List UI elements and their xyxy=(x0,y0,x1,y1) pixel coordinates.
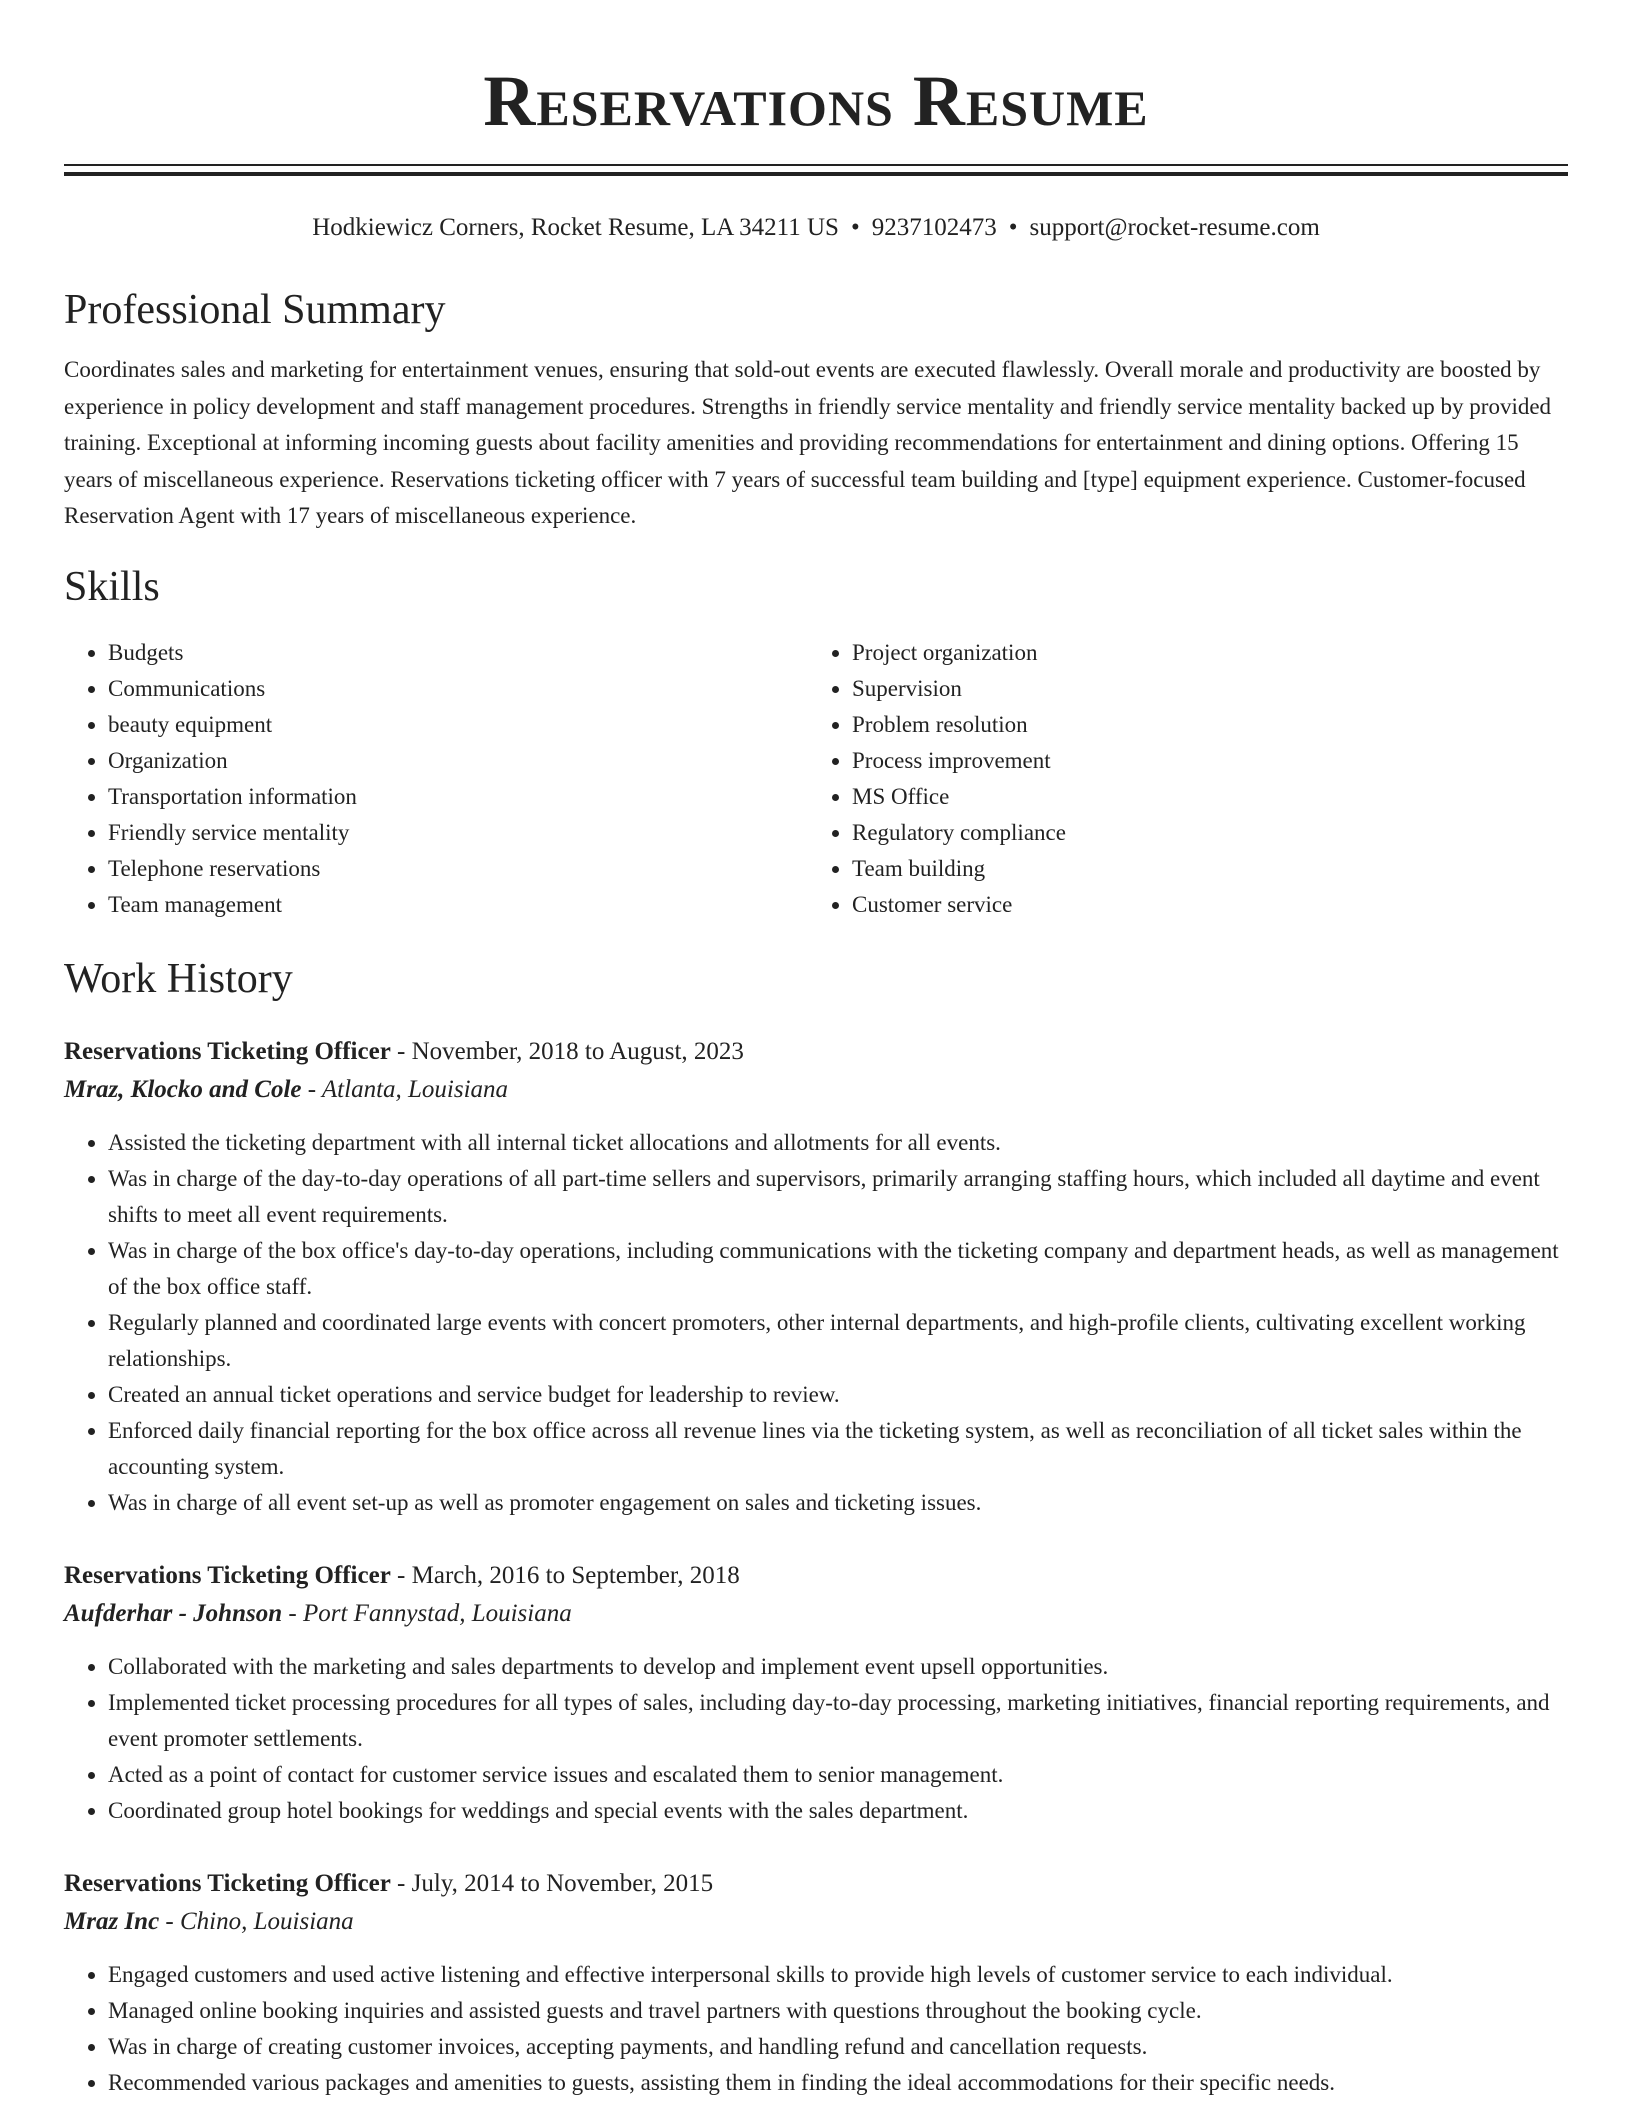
summary-heading: Professional Summary xyxy=(64,287,446,333)
job-dates: July, 2014 to November, 2015 xyxy=(411,1869,714,1897)
skill-item: • Supervision xyxy=(852,671,1552,707)
job-bullet: • Assisted the ticketing department with all internal ticket allocations and allotments for all events. xyxy=(108,1125,1568,1161)
resume-page xyxy=(64,0,1568,2101)
job-role: Reservations Ticketing Officer xyxy=(64,1561,391,1589)
skill-item: • Customer service xyxy=(852,887,1552,923)
job-dash: - xyxy=(159,1907,180,1935)
job-dash: - xyxy=(390,1037,412,1065)
job-bullet: • Was in charge of creating customer invoices, accepting payments, and handling refund and cancellation requests. xyxy=(108,2029,1568,2065)
job-dates: March, 2016 to September, 2018 xyxy=(411,1561,740,1589)
job-company-line xyxy=(64,1595,1568,1633)
skills-columns xyxy=(64,635,1568,923)
skill-item: • Problem resolution xyxy=(852,707,1552,743)
job-company-line xyxy=(64,1071,1568,1109)
skill-item: • Process improvement xyxy=(852,743,1552,779)
job-title-line xyxy=(64,1033,1568,1071)
skills-heading: Skills xyxy=(64,563,160,610)
job-role: Reservations Ticketing Officer xyxy=(64,1037,391,1065)
job-bullet: • Acted as a point of contact for customer service issues and escalated them to senior management. xyxy=(108,1757,1568,1793)
skill-item: • MS Office xyxy=(852,779,1552,815)
job-company-line xyxy=(64,1903,1568,1941)
skill-item: • Transportation information xyxy=(108,779,808,815)
job-company: Aufderhar - Johnson xyxy=(64,1599,283,1627)
job-bullets xyxy=(64,1649,1568,1829)
job-dash: - xyxy=(390,1869,412,1897)
skill-item: • Communications xyxy=(108,671,808,707)
job-bullets xyxy=(64,1957,1568,2101)
skill-item: • Telephone reservations xyxy=(108,851,808,887)
job-dash: - xyxy=(390,1561,412,1589)
job-bullet: • Collaborated with the marketing and sales departments to develop and implement event upsell opportunities. xyxy=(108,1649,1568,1685)
professional-summary-section xyxy=(64,284,1568,535)
resume-title: Reservations Resume xyxy=(483,61,1149,141)
job-bullet: • Was in charge of the box office's day-to-day operations, including communications with the ticketing company and department heads, as well as management of the box office staff. xyxy=(108,1233,1568,1305)
skill-item: • Budgets xyxy=(108,635,808,671)
skill-item: • beauty equipment xyxy=(108,707,808,743)
contact-email: support@rocket-resume.com xyxy=(1029,214,1320,241)
contact-line xyxy=(64,212,1568,244)
skills-list-left xyxy=(64,635,808,923)
skill-item: • Friendly service mentality xyxy=(108,815,808,851)
job-entry xyxy=(64,1557,1568,1829)
job-bullet: • Created an annual ticket operations and service budget for leadership to review. xyxy=(108,1377,1568,1413)
job-bullet: • Was in charge of all event set-up as well as promoter engagement on sales and ticketing issues. xyxy=(108,1485,1568,1521)
job-dash: - xyxy=(301,1075,322,1103)
contact-separator: • xyxy=(1008,214,1018,241)
job-bullet: • Enforced daily financial reporting for the box office across all revenue lines via the ticketing system, as well as reconciliation of all ticket sales within the accounting system. xyxy=(108,1413,1568,1485)
skill-item: • Organization xyxy=(108,743,808,779)
job-entry xyxy=(64,1865,1568,2101)
job-title-line xyxy=(64,1557,1568,1595)
job-dash: - xyxy=(282,1599,303,1627)
contact-phone: 9237102473 xyxy=(871,214,997,241)
job-bullets xyxy=(64,1125,1568,1521)
summary-text: Coordinates sales and marketing for entertainment venues, ensuring that sold-out events are executed flawlessly. Overall morale and productivity are boosted by experience in policy development and staff management procedures. Strengths in friendly service mentality and friendly service mentality backed up by provided training. Exceptional at informing incoming guests about facility amenities and providing recommendations for entertainment and dining options. Offering 15 years of miscellaneous experience. Reservations ticketing officer with 7 years of successful team building and [type] equipment experience. Customer-focused Reservation Agent with 17 years of miscellaneous experience. xyxy=(64,357,1552,528)
job-bullet: • Engaged customers and used active listening and effective interpersonal skills to provide high levels of customer service to each individual. xyxy=(108,1957,1568,1993)
contact-address: Hodkiewicz Corners, Rocket Resume, LA 34211 US xyxy=(312,214,839,241)
skill-item: • Team management xyxy=(108,887,808,923)
job-bullet: • Was in charge of the day-to-day operations of all part-time sellers and supervisors, primarily arranging staffing hours, which included all daytime and event shifts to meet all event requirements. xyxy=(108,1161,1568,1233)
skills-list-right xyxy=(808,635,1552,923)
work-history-heading: Work History xyxy=(64,955,293,1002)
job-bullet: • Recommended various packages and amenities to guests, assisting them in finding the ideal accommodations for their specific needs. xyxy=(108,2065,1568,2101)
job-entry xyxy=(64,1033,1568,1521)
work-history-section xyxy=(64,953,1568,2101)
job-company: Mraz, Klocko and Cole xyxy=(64,1075,302,1103)
skill-item: • Team building xyxy=(852,851,1552,887)
skills-section xyxy=(64,561,1568,923)
title-divider-thick xyxy=(64,172,1568,176)
job-bullet: • Regularly planned and coordinated large events with concert promoters, other internal departments, and high-profile clients, cultivating excellent working relationships. xyxy=(108,1305,1568,1377)
job-title-line xyxy=(64,1865,1568,1903)
contact-separator: • xyxy=(850,214,860,241)
skill-item: • Regulatory compliance xyxy=(852,815,1552,851)
job-bullet: • Managed online booking inquiries and assisted guests and travel partners with questions throughout the booking cycle. xyxy=(108,1993,1568,2029)
job-location: Chino, Louisiana xyxy=(180,1907,354,1935)
title-divider-thin xyxy=(64,164,1568,166)
job-bullet: • Implemented ticket processing procedures for all types of sales, including day-to-day processing, marketing initiatives, financial reporting requirements, and event promoter settlements. xyxy=(108,1685,1568,1757)
job-location: Atlanta, Louisiana xyxy=(321,1075,509,1103)
job-bullet: • Coordinated group hotel bookings for weddings and special events with the sales department. xyxy=(108,1793,1568,1829)
job-role: Reservations Ticketing Officer xyxy=(64,1869,391,1897)
job-dates: November, 2018 to August, 2023 xyxy=(411,1037,744,1065)
skill-item: • Project organization xyxy=(852,635,1552,671)
job-location: Port Fannystad, Louisiana xyxy=(302,1599,572,1627)
job-company: Mraz Inc xyxy=(64,1907,160,1935)
